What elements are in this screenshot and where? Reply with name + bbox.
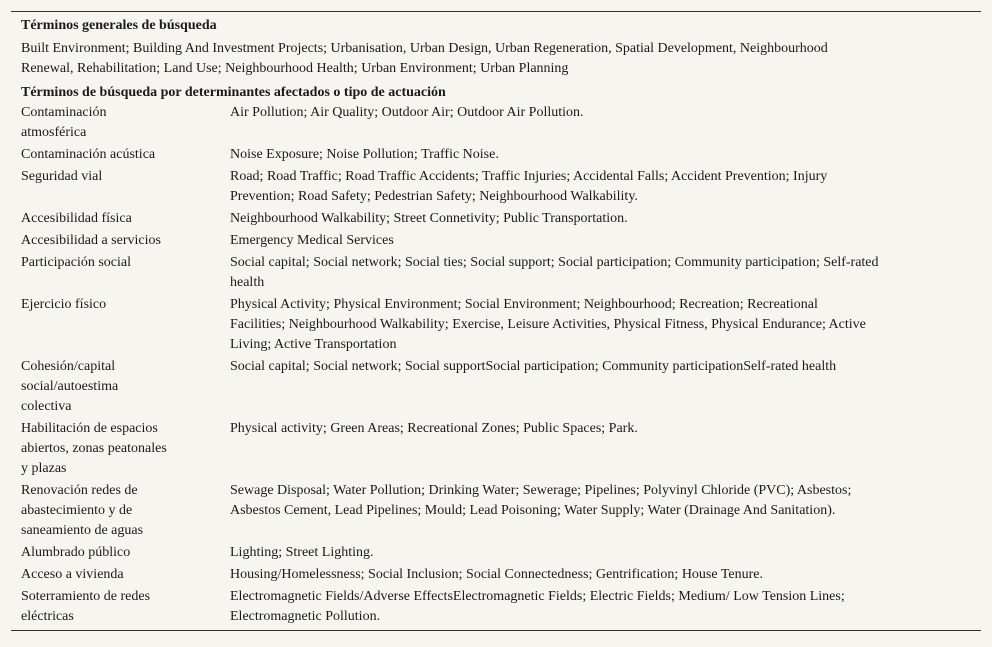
- search-terms-line: Physical activity; Green Areas; Recreational Zones; Public Spaces; Park.: [230, 421, 638, 436]
- determinant-label-line: abastecimiento y de: [21, 503, 133, 518]
- determinant-label: [21, 209, 191, 229]
- table-row: [11, 543, 981, 563]
- search-terms-line: Prevention; Road Safety; Pedestrian Safety; Neighbourhood Walkability.: [230, 189, 638, 204]
- determinant-label: [21, 357, 191, 417]
- search-terms-cell: [230, 565, 971, 585]
- determinant-label: [21, 231, 191, 251]
- search-terms-cell: [230, 167, 971, 207]
- determinant-label-line: Contaminación acústica: [21, 147, 156, 162]
- determinant-label-line: y plazas: [21, 461, 67, 476]
- determinant-label-line: Alumbrado público: [21, 545, 131, 560]
- determinant-label-line: Participación social: [21, 255, 132, 270]
- determinant-label: [21, 103, 191, 143]
- determinant-label-line: Accesibilidad a servicios: [21, 233, 161, 248]
- determinant-label-line: saneamiento de aguas: [21, 523, 144, 538]
- search-terms-line: Asbestos Cement, Lead Pipelines; Mould; Lead Poisoning; Water Supply; Water (Drainage And Sanitation).: [230, 503, 836, 518]
- table-row: [11, 231, 981, 251]
- determinant-label-line: Accesibilidad física: [21, 211, 132, 226]
- search-terms-cell: [230, 295, 971, 355]
- search-terms-line: Road; Road Traffic; Road Traffic Accidents; Traffic Injuries; Accidental Falls; Accident Prevention; Injury: [230, 169, 828, 184]
- search-terms-cell: [230, 231, 971, 251]
- search-terms-cell: [230, 103, 971, 143]
- table-row: [11, 565, 981, 585]
- search-terms-line: Physical Activity; Physical Environment; Social Environment; Neighbourhood; Recreation; Recreational: [230, 297, 818, 312]
- table-row: [11, 357, 981, 417]
- search-terms-line: Sewage Disposal; Water Pollution; Drinking Water; Sewerage; Pipelines; Polyvinyl Chloride (PVC); Asbestos;: [230, 483, 852, 498]
- table-row: [11, 167, 981, 207]
- search-terms-line: Social capital; Social network; Social supportSocial participation; Community participationSelf-rated health: [230, 359, 837, 374]
- search-terms-cell: [230, 543, 971, 563]
- search-terms-cell: [230, 481, 971, 541]
- search-terms-line: Lighting; Street Lighting.: [230, 545, 374, 560]
- determinant-label: [21, 543, 191, 563]
- search-terms-cell: [230, 253, 971, 293]
- determinant-label-line: colectiva: [21, 399, 72, 414]
- search-terms-line: health: [230, 275, 265, 290]
- search-terms-line: Emergency Medical Services: [230, 233, 394, 248]
- table-row: [11, 419, 981, 479]
- search-terms-line: Living; Active Transportation: [230, 337, 397, 352]
- determinant-label-line: Renovación redes de: [21, 483, 138, 498]
- determinant-rows: [11, 103, 981, 627]
- search-terms-line: Air Pollution; Air Quality; Outdoor Air; Outdoor Air Pollution.: [230, 105, 584, 120]
- search-terms-cell: [230, 419, 971, 479]
- determinant-label-line: eléctricas: [21, 609, 74, 624]
- search-terms-line: Neighbourhood Walkability; Street Connetivity; Public Transportation.: [230, 211, 628, 226]
- determinant-label: [21, 419, 191, 479]
- determinant-label: [21, 565, 191, 585]
- search-terms-cell: [230, 209, 971, 229]
- table-row: [11, 295, 981, 355]
- search-terms-cell: [230, 587, 971, 627]
- general-terms-text: [11, 36, 981, 79]
- determinant-label: [21, 481, 191, 541]
- determinant-label-line: Cohesión/capital: [21, 359, 116, 374]
- search-terms-line: Noise Exposure; Noise Pollution; Traffic Noise.: [230, 147, 499, 162]
- search-terms-table: [11, 11, 981, 631]
- determinant-label-line: social/autoestima: [21, 379, 119, 394]
- determinant-label-line: Contaminación: [21, 105, 107, 120]
- determinant-label: [21, 167, 191, 207]
- table-row: [11, 103, 981, 143]
- determinant-label-line: Ejercicio físico: [21, 297, 107, 312]
- determinant-label-line: Seguridad vial: [21, 169, 103, 184]
- search-terms-line: Facilities; Neighbourhood Walkability; Exercise, Leisure Activities, Physical Fitness, Physical Endurance; Active: [230, 317, 866, 332]
- determinant-label-line: Acceso a vivienda: [21, 567, 124, 582]
- determinant-terms-heading: Términos de búsqueda por determinantes afectados o tipo de actuación: [21, 85, 446, 100]
- determinant-label: [21, 295, 191, 355]
- search-terms-line: Electromagnetic Pollution.: [230, 609, 381, 624]
- general-terms-line: Built Environment; Building And Investment Projects; Urbanisation, Urban Design, Urban Regeneration, Spatial Development, Neighbourhood: [21, 41, 828, 56]
- table-row: [11, 145, 981, 165]
- determinant-label-line: Habilitación de espacios: [21, 421, 158, 436]
- table-row: [11, 481, 981, 541]
- determinant-label-line: abiertos, zonas peatonales: [21, 441, 167, 456]
- table-row: [11, 209, 981, 229]
- determinant-label: [21, 145, 191, 165]
- search-terms-line: Electromagnetic Fields/Adverse EffectsElectromagnetic Fields; Electric Fields; Medium/ Low Tension Lines;: [230, 589, 845, 604]
- search-terms-line: Housing/Homelessness; Social Inclusion; Social Connectedness; Gentrification; House Tenure.: [230, 567, 763, 582]
- table-row: [11, 587, 981, 627]
- search-terms-cell: [230, 357, 971, 417]
- search-terms-cell: [230, 145, 971, 165]
- determinant-label-line: atmosférica: [21, 125, 87, 140]
- search-terms-line: Social capital; Social network; Social ties; Social support; Social participation; Community participation; Self-rated: [230, 255, 879, 270]
- general-terms-line: Renewal, Rehabilitation; Land Use; Neighbourhood Health; Urban Environment; Urban Planning: [21, 61, 569, 76]
- determinant-label-line: Soterramiento de redes: [21, 589, 151, 604]
- determinant-label: [21, 253, 191, 293]
- general-terms-heading: Términos generales de búsqueda: [21, 18, 217, 33]
- determinant-label: [21, 587, 191, 627]
- table-row: [11, 253, 981, 293]
